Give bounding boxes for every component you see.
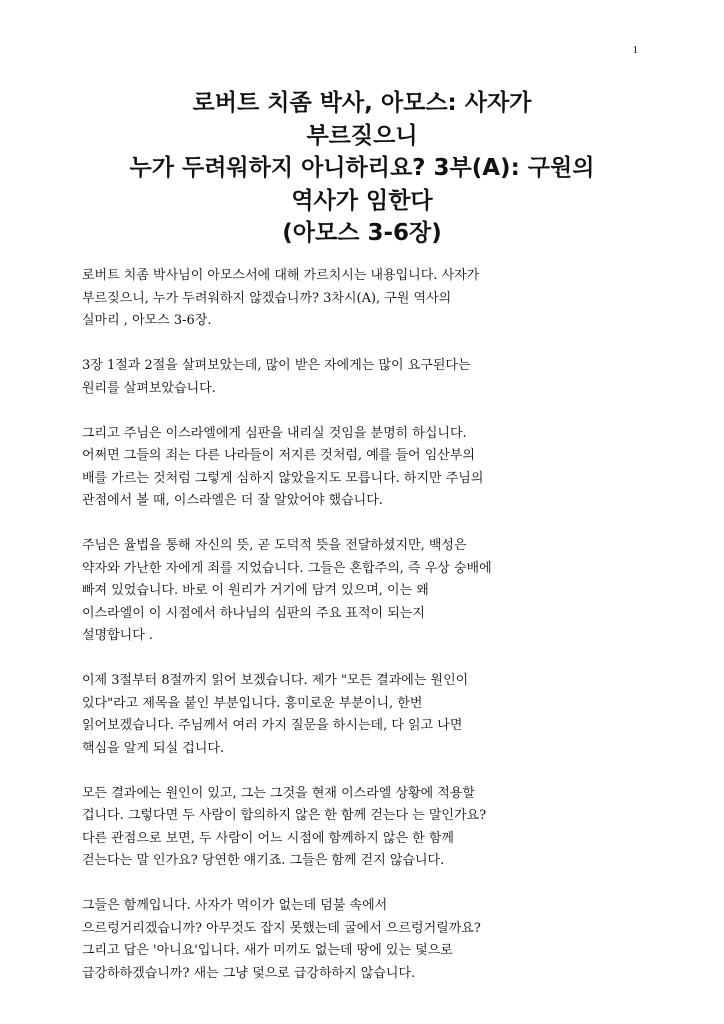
- text-line: 빠져 있었습니다. 바로 이 원리가 거기에 담겨 있으며, 이는 왜: [82, 583, 429, 598]
- text-line: 으르렁거리겠습니까? 아무것도 잡지 못했는데 굴에서 으르렁거릴까요?: [82, 920, 481, 936]
- text-line: 이제 3절부터 8절까지 읽어 보겠습니다. 제가 "모든 결과에는 원인이: [82, 673, 469, 688]
- text-line: 주님은 율법을 통해 자신의 뜻, 곧 도덕적 뜻을 전달하셨지만, 백성은: [82, 538, 467, 553]
- text-line: 겁니다. 그렇다면 두 사람이 합의하지 않은 한 함께 걷는다 는 말인가요?: [82, 808, 487, 823]
- text-line: 원리를 살펴보았습니다.: [82, 380, 216, 396]
- text-line: 설명합니다 .: [82, 628, 154, 643]
- text-line: 그들은 함께입니다. 사자가 먹이가 없는데 덤불 속에서: [82, 898, 388, 913]
- text-line: 핵심을 알게 되실 겁니다.: [82, 740, 225, 756]
- document-body: [82, 265, 652, 1008]
- page-number: 1: [632, 44, 638, 56]
- text-line: 로버트 치좀 박사님이 아모스서에 대해 가르치시는 내용입니다. 사자가: [82, 268, 480, 283]
- text-line: 걷는다는 말 인가요? 당연한 얘기죠. 그들은 함께 걷지 않습니다.: [82, 853, 445, 868]
- text-line: 읽어보겠습니다. 주님께서 여러 가지 질문을 하시는데, 다 읽고 나면: [82, 718, 463, 733]
- text-line: 배를 가르는 것처럼 그렇게 심하지 않았을지도 모릅니다. 하지만 주님의: [82, 470, 484, 486]
- title-line: 역사가 임한다: [291, 187, 433, 214]
- paragraph: [82, 355, 652, 400]
- text-line: 부르짖으니, 누가 두려워하지 않겠습니까? 3차시(A), 구원 역사의: [82, 290, 452, 306]
- text-line: 어쩌면 그들의 죄는 다른 나라들이 저지른 것처럼, 예를 들어 임산부의: [82, 448, 475, 463]
- title-line: (아모스 3-6장): [282, 220, 442, 246]
- text-line: 실마리 , 아모스 3-6장.: [82, 313, 212, 328]
- text-line: 그리고 답은 '아니요'입니다. 새가 미끼도 없는데 땅에 있는 덫으로: [82, 943, 453, 958]
- title-line: 로버트 치좀 박사, 아모스: 사자가: [192, 90, 532, 116]
- text-line: 관점에서 볼 때, 이스라엘은 더 잘 알았어야 했습니다.: [82, 493, 383, 508]
- document-title: [70, 87, 654, 250]
- title-line: 부르짖으니: [306, 122, 418, 149]
- paragraph: [82, 265, 652, 333]
- paragraph: [82, 783, 652, 873]
- text-line: 다른 관점으로 보면, 두 사람이 어느 시점에 함께하지 않은 한 함께: [82, 830, 454, 846]
- text-line: 그리고 주님은 이스라엘에게 심판을 내리실 것임을 분명히 하십니다.: [82, 425, 467, 441]
- text-line: 약자와 가난한 자에게 죄를 지었습니다. 그들은 혼합주의, 즉 우상 숭배에: [82, 560, 492, 576]
- text-line: 모든 결과에는 원인이 있고, 그는 그것을 현재 이스라엘 상황에 적용할: [82, 785, 475, 801]
- text-line: 급강하하겠습니까? 새는 그냥 덫으로 급강하하지 않습니다.: [82, 965, 416, 981]
- paragraph: [82, 670, 652, 760]
- paragraph: [82, 895, 652, 985]
- text-line: 이스라엘이 이 시점에서 하나님의 심판의 주요 표적이 되는지: [82, 605, 425, 621]
- title-line: 누가 두려워하지 아니하리요? 3부(A): 구원의: [129, 155, 595, 181]
- paragraph: [82, 535, 652, 648]
- paragraph: [82, 423, 652, 513]
- text-line: 있다"라고 제목을 붙인 부분입니다. 흥미로운 부분이니, 한번: [82, 695, 423, 711]
- text-line: 3장 1절과 2절을 살펴보았는데, 많이 받은 자에게는 많이 요구된다는: [82, 358, 471, 373]
